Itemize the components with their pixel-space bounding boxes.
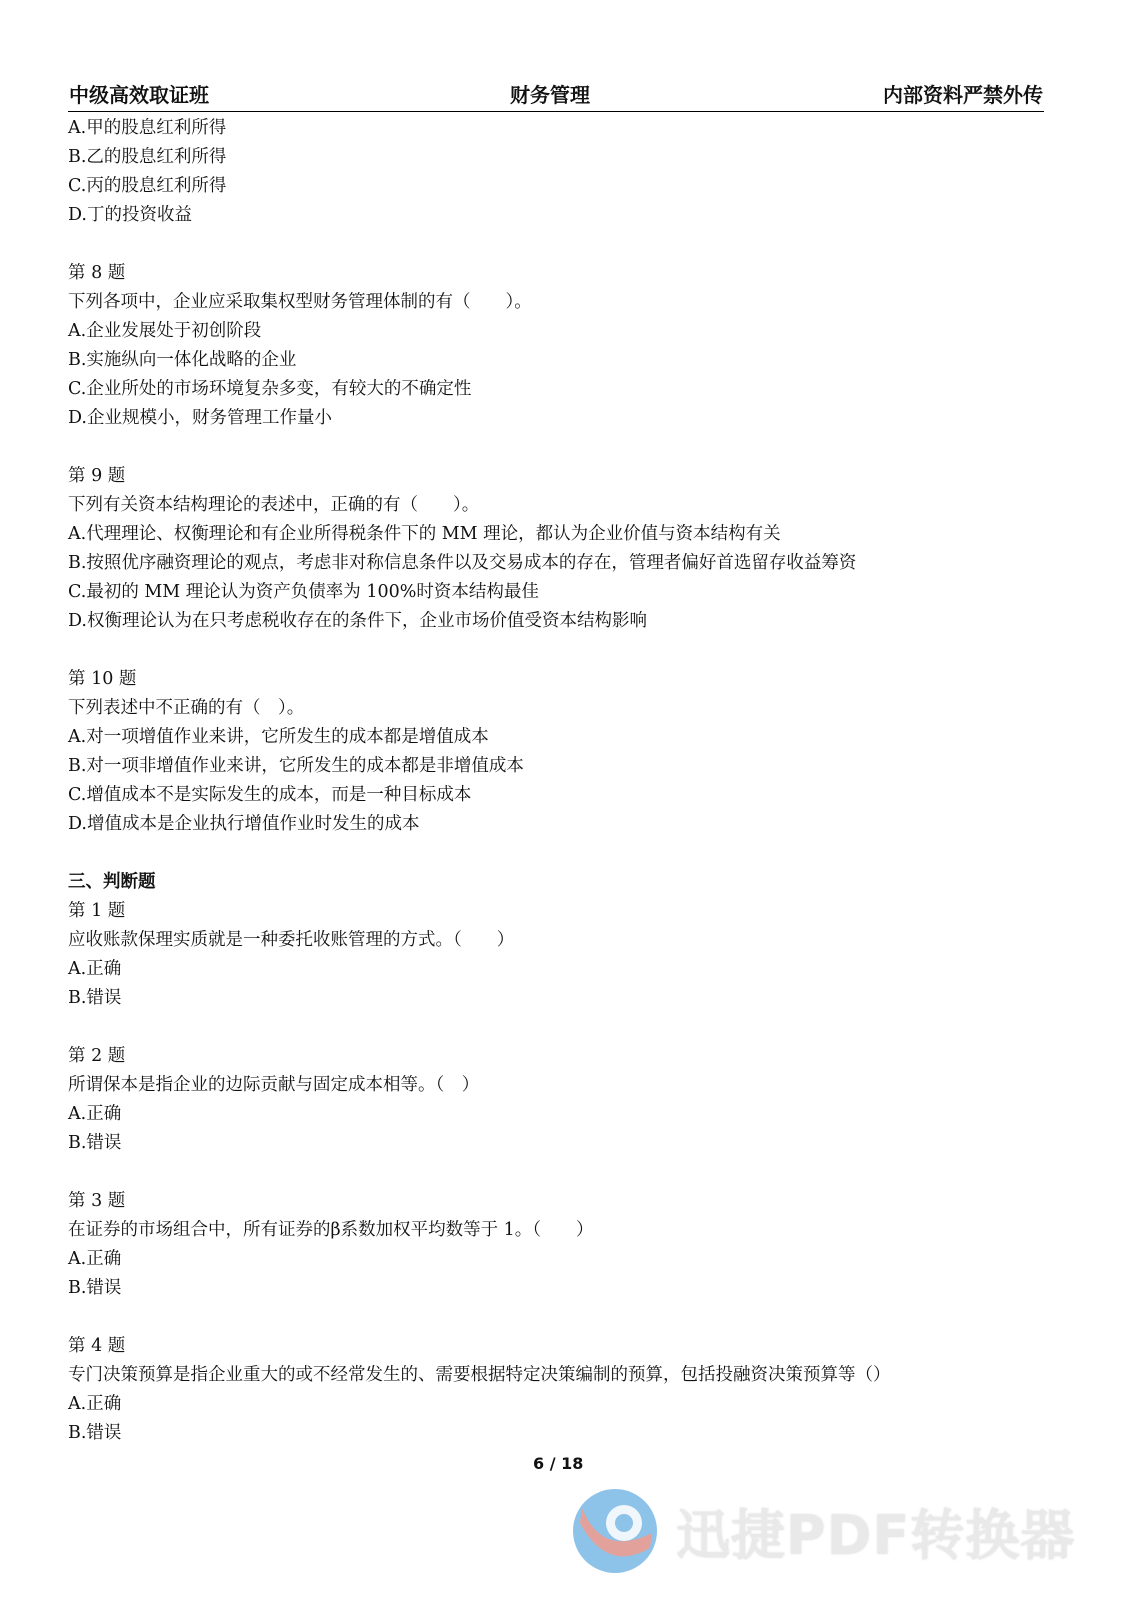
page-number: 6 / 18 [533,1454,584,1473]
text-line: 应收账款保理实质就是一种委托收账管理的方式。（ ） [68,930,515,950]
watermark-text: 迅捷PDF转换器 [676,1503,1076,1567]
text-line: B.错误 [68,1133,122,1153]
text-line: 第 10 题 [68,669,137,689]
watermark [572,1488,1075,1574]
text-line: B.错误 [68,1278,122,1298]
text-line: B.对一项非增值作业来讲，它所发生的成本都是非增值成本 [68,756,524,776]
text-line: D.增值成本是企业执行增值作业时发生的成本 [68,814,420,834]
header-course-name: 中级高效取证班 [69,83,209,107]
blank-line [68,230,1068,259]
text-line: A.正确 [68,1249,122,1269]
text-line: C.最初的 MM 理论认为资产负债率为 100%时资本结构最佳 [68,582,539,602]
text-line: B.乙的股息红利所得 [68,147,227,167]
text-line: C.企业所处的市场环境复杂多变，有较大的不确定性 [68,379,472,399]
converter-logo-icon [572,1488,658,1574]
text-line: A.正确 [68,1104,122,1124]
text-line: D.丁的投资收益 [68,205,192,225]
text-line: 在证券的市场组合中，所有证券的β系数加权平均数等于 1。（ ） [68,1220,594,1240]
text-line: 第 3 题 [68,1191,126,1211]
blank-line [68,433,1068,462]
text-line: 下列表述中不正确的有（ ）。 [68,698,305,718]
blank-line [68,839,1068,868]
text-line: B.错误 [68,1423,122,1443]
text-line: 第 2 题 [68,1046,126,1066]
text-line: D.权衡理论认为在只考虑税收存在的条件下，企业市场价值受资本结构影响 [68,611,647,631]
text-line: 所谓保本是指企业的边际贡献与固定成本相等。（ ） [68,1075,480,1095]
text-line: A.正确 [68,1394,122,1414]
text-line: 第 4 题 [68,1336,126,1356]
text-line: 第 1 题 [68,901,126,921]
blank-line [68,1303,1068,1332]
text-line: A.甲的股息红利所得 [68,118,227,138]
blank-line [68,636,1068,665]
text-line: C.丙的股息红利所得 [68,176,227,196]
text-line: 第 9 题 [68,466,126,486]
blank-line [68,1158,1068,1187]
document-body [68,114,1068,1448]
header-confidential-note: 内部资料严禁外传 [883,83,1043,107]
text-line: D.企业规模小，财务管理工作量小 [68,408,332,428]
section-heading: 三、判断题 [68,872,156,892]
text-line: B.错误 [68,988,122,1008]
blank-line [68,1013,1068,1042]
text-line: A.正确 [68,959,122,979]
text-line: 下列有关资本结构理论的表述中，正确的有（ ）。 [68,495,480,515]
text-line: 下列各项中，企业应采取集权型财务管理体制的有（ ）。 [68,292,532,312]
text-line: C.增值成本不是实际发生的成本，而是一种目标成本 [68,785,472,805]
text-line: A.对一项增值作业来讲，它所发生的成本都是增值成本 [68,727,489,747]
text-line: A.代理理论、权衡理论和有企业所得税条件下的 MM 理论，都认为企业价值与资本结构有关 [68,524,781,544]
header-subject: 财务管理 [510,83,590,107]
text-line: 专门决策预算是指企业重大的或不经常发生的、需要根据特定决策编制的预算，包括投融资决策预算等（） [68,1365,891,1385]
text-line: A.企业发展处于初创阶段 [68,321,262,341]
text-line: B.实施纵向一体化战略的企业 [68,350,297,370]
text-line: 第 8 题 [68,263,126,283]
text-line: B.按照优序融资理论的观点，考虑非对称信息条件以及交易成本的存在，管理者偏好首选留存收益筹资 [68,553,857,573]
header-divider [68,111,1044,112]
